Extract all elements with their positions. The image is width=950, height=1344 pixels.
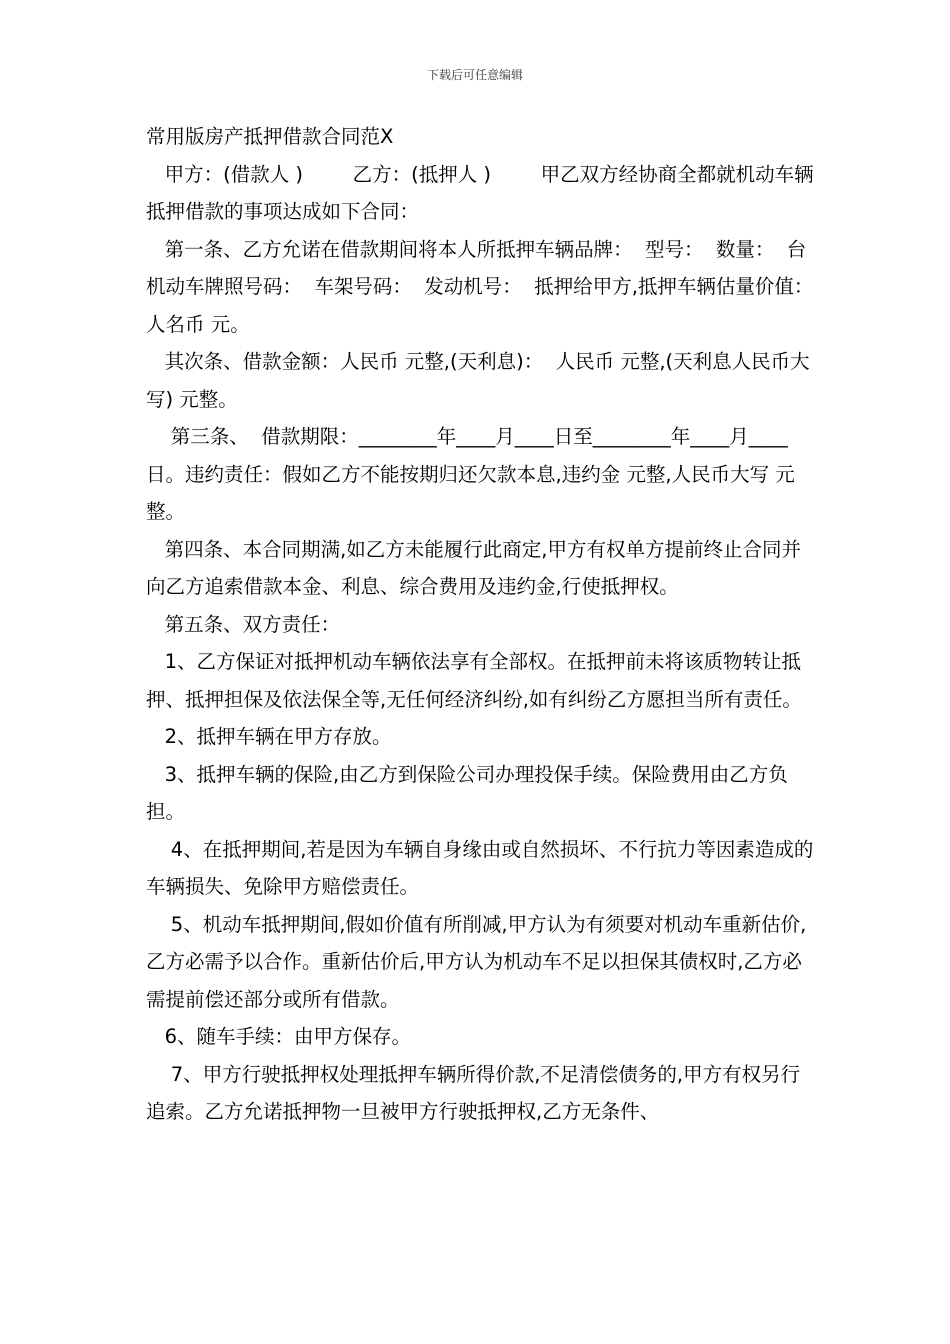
paragraph-clause-1: 1、乙方保证对抵押机动车辆依法享有全部权。在抵押前未将该质物转让抵押、抵押担保及依法保全等,无任何经济纠纷,如有纠纷乙方愿担当所有责任。 bbox=[146, 650, 802, 711]
paragraph-clause-6: 6、随车手续：由甲方保存。 bbox=[146, 1025, 412, 1048]
paragraph-clause-3: 3、抵押车辆的保险,由乙方到保险公司办理投保手续。保险费用由乙方负担。 bbox=[146, 762, 788, 823]
page-header-note: 下载后可任意编辑 bbox=[426, 68, 523, 82]
document-body bbox=[146, 118, 814, 1131]
paragraph-article-2: 其次条、借款金额：人民币 元整,(天利息)： 人民币 元整,(天利息人民币大写) 元整。 bbox=[146, 350, 810, 411]
paragraph-clause-7: 7、甲方行驶抵押权处理抵押车辆所得价款,不足清偿债务的,甲方有权另行追索。乙方允诺抵押物一旦被甲方行驶抵押权,乙方无条件、 bbox=[146, 1062, 801, 1123]
paragraph-parties: 甲方：(借款人 ) 乙方：(抵押人 ) 甲乙双方经协商全都就机动车辆抵押借款的事项达成如下合同： bbox=[146, 162, 814, 223]
document-title: 常用版房产抵押借款合同范X bbox=[146, 125, 394, 148]
paragraph-article-3: 第三条、 借款期限：________年____月____日至________年____月____日。违约责任：假如乙方不能按期归还欠款本息,违约金 元整,人民币大写 元整。 bbox=[146, 425, 795, 523]
paragraph-article-4: 第四条、本合同期满,如乙方未能履行此商定,甲方有权单方提前终止合同并向乙方追索借款本金、利息、综合费用及违约金,行使抵押权。 bbox=[146, 537, 802, 598]
paragraph-clause-5: 5、机动车抵押期间,假如价值有所削减,甲方认为有须要对机动车重新估价,乙方必需予以合作。重新估价后,甲方认为机动车不足以担保其债权时,乙方必需提前偿还部分或所有借款。 bbox=[146, 912, 807, 1011]
paragraph-article-5: 第五条、双方责任： bbox=[146, 612, 341, 636]
paragraph-clause-2: 2、抵押车辆在甲方存放。 bbox=[146, 725, 392, 748]
paragraph-clause-4: 4、在抵押期间,若是因为车辆自身缘由或自然损坏、不行抗力等因素造成的车辆损失、免除甲方赔偿责任。 bbox=[146, 837, 814, 898]
paragraph-article-1: 第一条、乙方允诺在借款期间将本人所抵押车辆品牌： 型号： 数量： 台机动车牌照号码： 车架号码： 发动机号： 抵押给甲方,抵押车辆估量价值：人名币 元。 bbox=[146, 237, 814, 336]
